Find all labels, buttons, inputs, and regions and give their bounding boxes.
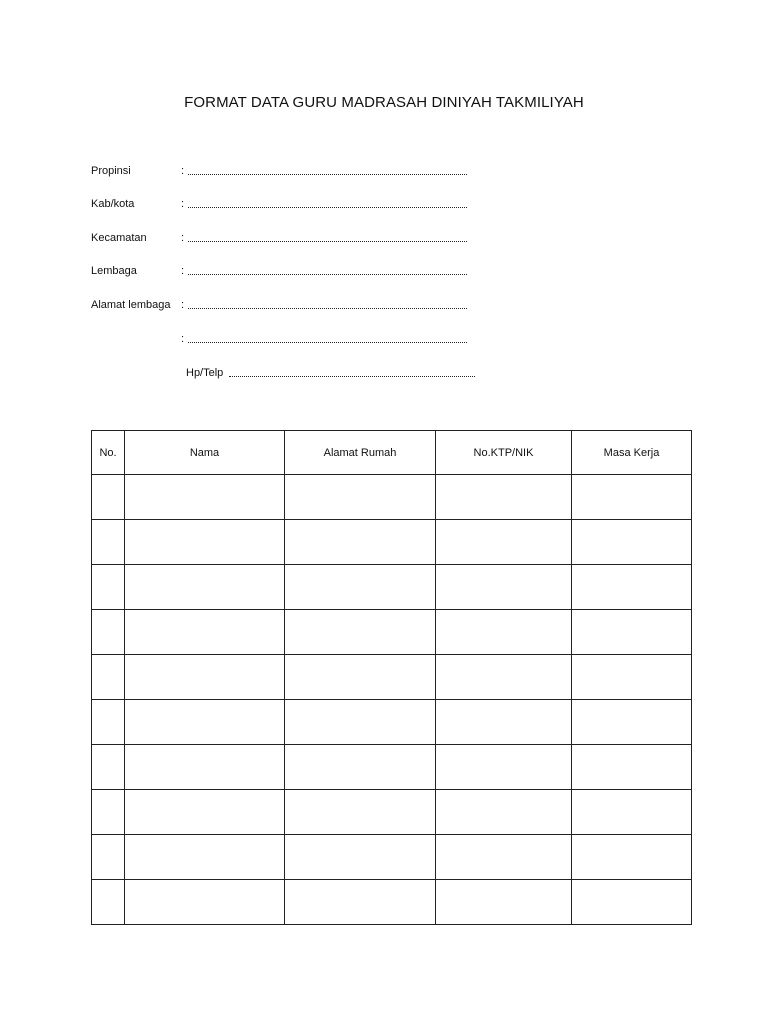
- column-header-nama: Nama: [125, 431, 285, 475]
- table-cell[interactable]: [572, 565, 692, 610]
- table-cell[interactable]: [285, 790, 436, 835]
- table-cell[interactable]: [125, 880, 285, 925]
- field-label: Kab/kota: [91, 198, 135, 210]
- table-cell[interactable]: [285, 610, 436, 655]
- field-colon: :: [181, 299, 185, 311]
- table-cell[interactable]: [125, 520, 285, 565]
- table-cell[interactable]: [572, 835, 692, 880]
- table-cell[interactable]: [572, 475, 692, 520]
- table-cell[interactable]: [436, 745, 572, 790]
- table-cell[interactable]: [572, 700, 692, 745]
- dotted-line: [188, 241, 467, 242]
- table-cell[interactable]: [572, 880, 692, 925]
- table-row: [92, 520, 692, 565]
- field-colon: :: [181, 198, 185, 210]
- table-cell[interactable]: [125, 655, 285, 700]
- dotted-line: [188, 274, 467, 275]
- dotted-line: [188, 342, 467, 343]
- table-row: [92, 610, 692, 655]
- table-cell[interactable]: [285, 880, 436, 925]
- field-colon: :: [181, 165, 185, 177]
- table-cell[interactable]: [436, 880, 572, 925]
- dotted-line: [188, 174, 467, 175]
- table-cell[interactable]: [92, 655, 125, 700]
- table-cell[interactable]: [436, 790, 572, 835]
- table-cell[interactable]: [436, 655, 572, 700]
- table-cell[interactable]: [92, 880, 125, 925]
- table-cell[interactable]: [572, 745, 692, 790]
- table-row: [92, 835, 692, 880]
- table-cell[interactable]: [125, 700, 285, 745]
- table-cell[interactable]: [92, 835, 125, 880]
- table-cell[interactable]: [92, 610, 125, 655]
- table-row: [92, 700, 692, 745]
- table-cell[interactable]: [92, 475, 125, 520]
- dotted-line: [188, 308, 467, 309]
- table-cell[interactable]: [92, 700, 125, 745]
- table-header-row: [92, 431, 692, 475]
- table-row: [92, 655, 692, 700]
- column-header-no-ktp-nik: No.KTP/NIK: [436, 431, 572, 475]
- table-cell[interactable]: [285, 700, 436, 745]
- table-cell[interactable]: [92, 745, 125, 790]
- table-cell[interactable]: [572, 610, 692, 655]
- table-cell[interactable]: [285, 565, 436, 610]
- field-label: Alamat lembaga: [91, 299, 171, 311]
- table-cell[interactable]: [285, 655, 436, 700]
- table-cell[interactable]: [125, 790, 285, 835]
- column-header-no: No.: [92, 431, 125, 475]
- column-header-masa-kerja: Masa Kerja: [572, 431, 692, 475]
- table-cell[interactable]: [572, 790, 692, 835]
- table-cell[interactable]: [125, 835, 285, 880]
- column-header-alamat-rumah: Alamat Rumah: [285, 431, 436, 475]
- table-cell[interactable]: [92, 520, 125, 565]
- field-label: Propinsi: [91, 165, 131, 177]
- dotted-line: [188, 207, 467, 208]
- table-cell[interactable]: [92, 790, 125, 835]
- table-row: [92, 880, 692, 925]
- dotted-line: [229, 376, 475, 377]
- table-cell[interactable]: [572, 520, 692, 565]
- table-cell[interactable]: [285, 835, 436, 880]
- teacher-data-table: [91, 430, 692, 925]
- table-cell[interactable]: [285, 520, 436, 565]
- field-colon: :: [181, 232, 185, 244]
- table-cell[interactable]: [125, 610, 285, 655]
- field-colon: :: [181, 265, 185, 277]
- phone-label: Hp/Telp: [186, 367, 224, 379]
- table-row: [92, 475, 692, 520]
- table-cell[interactable]: [572, 655, 692, 700]
- table-cell[interactable]: [436, 520, 572, 565]
- table-cell[interactable]: [125, 745, 285, 790]
- table-body: [92, 475, 692, 925]
- table-cell[interactable]: [436, 610, 572, 655]
- table-cell[interactable]: [92, 565, 125, 610]
- table-cell[interactable]: [125, 565, 285, 610]
- table-cell[interactable]: [125, 475, 285, 520]
- table-cell[interactable]: [436, 475, 572, 520]
- table-cell[interactable]: [285, 475, 436, 520]
- document-title: FORMAT DATA GURU MADRASAH DINIYAH TAKMILIYAH: [184, 94, 584, 111]
- table-row: [92, 790, 692, 835]
- table-cell[interactable]: [436, 835, 572, 880]
- table-cell[interactable]: [285, 745, 436, 790]
- table-cell[interactable]: [436, 700, 572, 745]
- field-label: Lembaga: [91, 265, 137, 277]
- table-row: [92, 745, 692, 790]
- field-colon: :: [181, 333, 185, 345]
- table-cell[interactable]: [436, 565, 572, 610]
- table-row: [92, 565, 692, 610]
- field-label: Kecamatan: [91, 232, 147, 244]
